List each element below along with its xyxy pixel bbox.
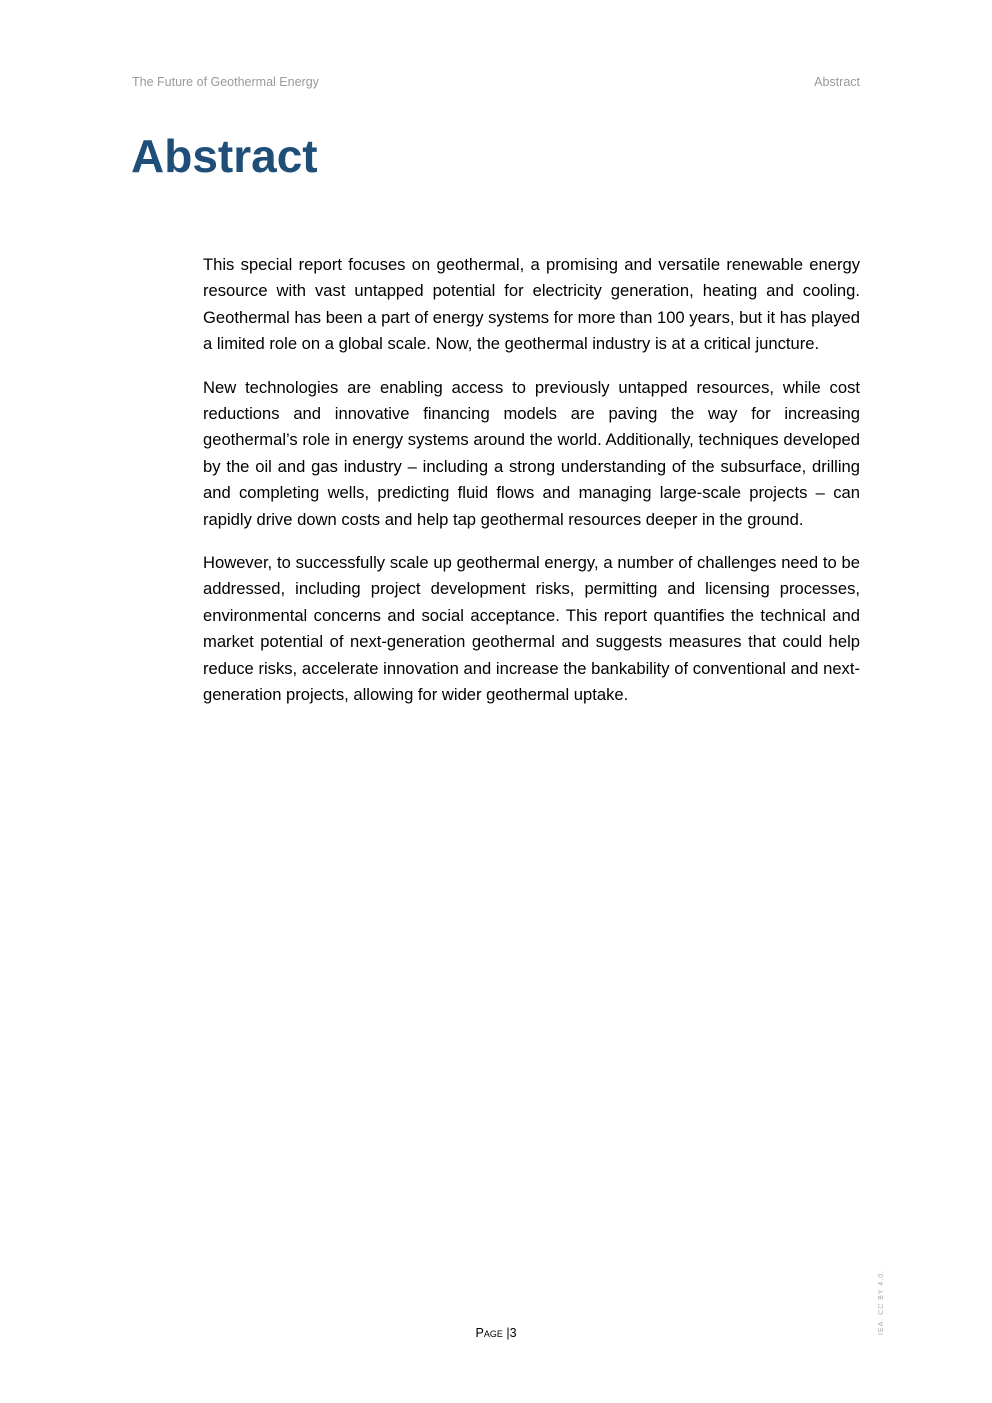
abstract-paragraph-1: This special report focuses on geothermal, a promising and versatile renewable energy resource with vast untapped potential for electricity generation, heating and cooling. Geothermal has been a part of energy systems for more than 100 years, but it has played a limited role on a global scale. Now, the geothermal industry is at a critical juncture.	[203, 255, 860, 354]
page-footer	[0, 1326, 992, 1340]
header-document-title: The Future of Geothermal Energy	[132, 75, 319, 89]
page-label: Page	[475, 1326, 503, 1340]
header-section-name: Abstract	[814, 75, 860, 89]
page-title: Abstract	[131, 130, 318, 182]
license-notice: IEA. CC BY 4.0.	[878, 1269, 885, 1335]
abstract-paragraph-2: New technologies are enabling access to previously untapped resources, while cost reductions and innovative financing models are paving the way for increasing geothermal’s role in energy systems around the world. Additionally, techniques developed by the oil and gas industry – including a strong understanding of the subsurface, drilling and completing wells, predicting fluid flows and managing large-scale projects – can rapidly drive down costs and help tap geothermal resources deeper in the ground.	[203, 377, 860, 529]
page-separator: |	[506, 1326, 510, 1340]
abstract-body	[203, 252, 860, 726]
abstract-paragraph-3: However, to successfully scale up geothermal energy, a number of challenges need to be addressed, including project development risks, permitting and licensing processes, environmental concerns and social acceptance. This report quantifies the technical and market potential of next-generation geothermal and suggests measures that could help reduce risks, accelerate innovation and increase the bankability of conventional and next-generation projects, allowing for wider geothermal uptake.	[203, 553, 860, 705]
page-number: 3	[509, 1326, 517, 1340]
running-header	[132, 75, 860, 93]
